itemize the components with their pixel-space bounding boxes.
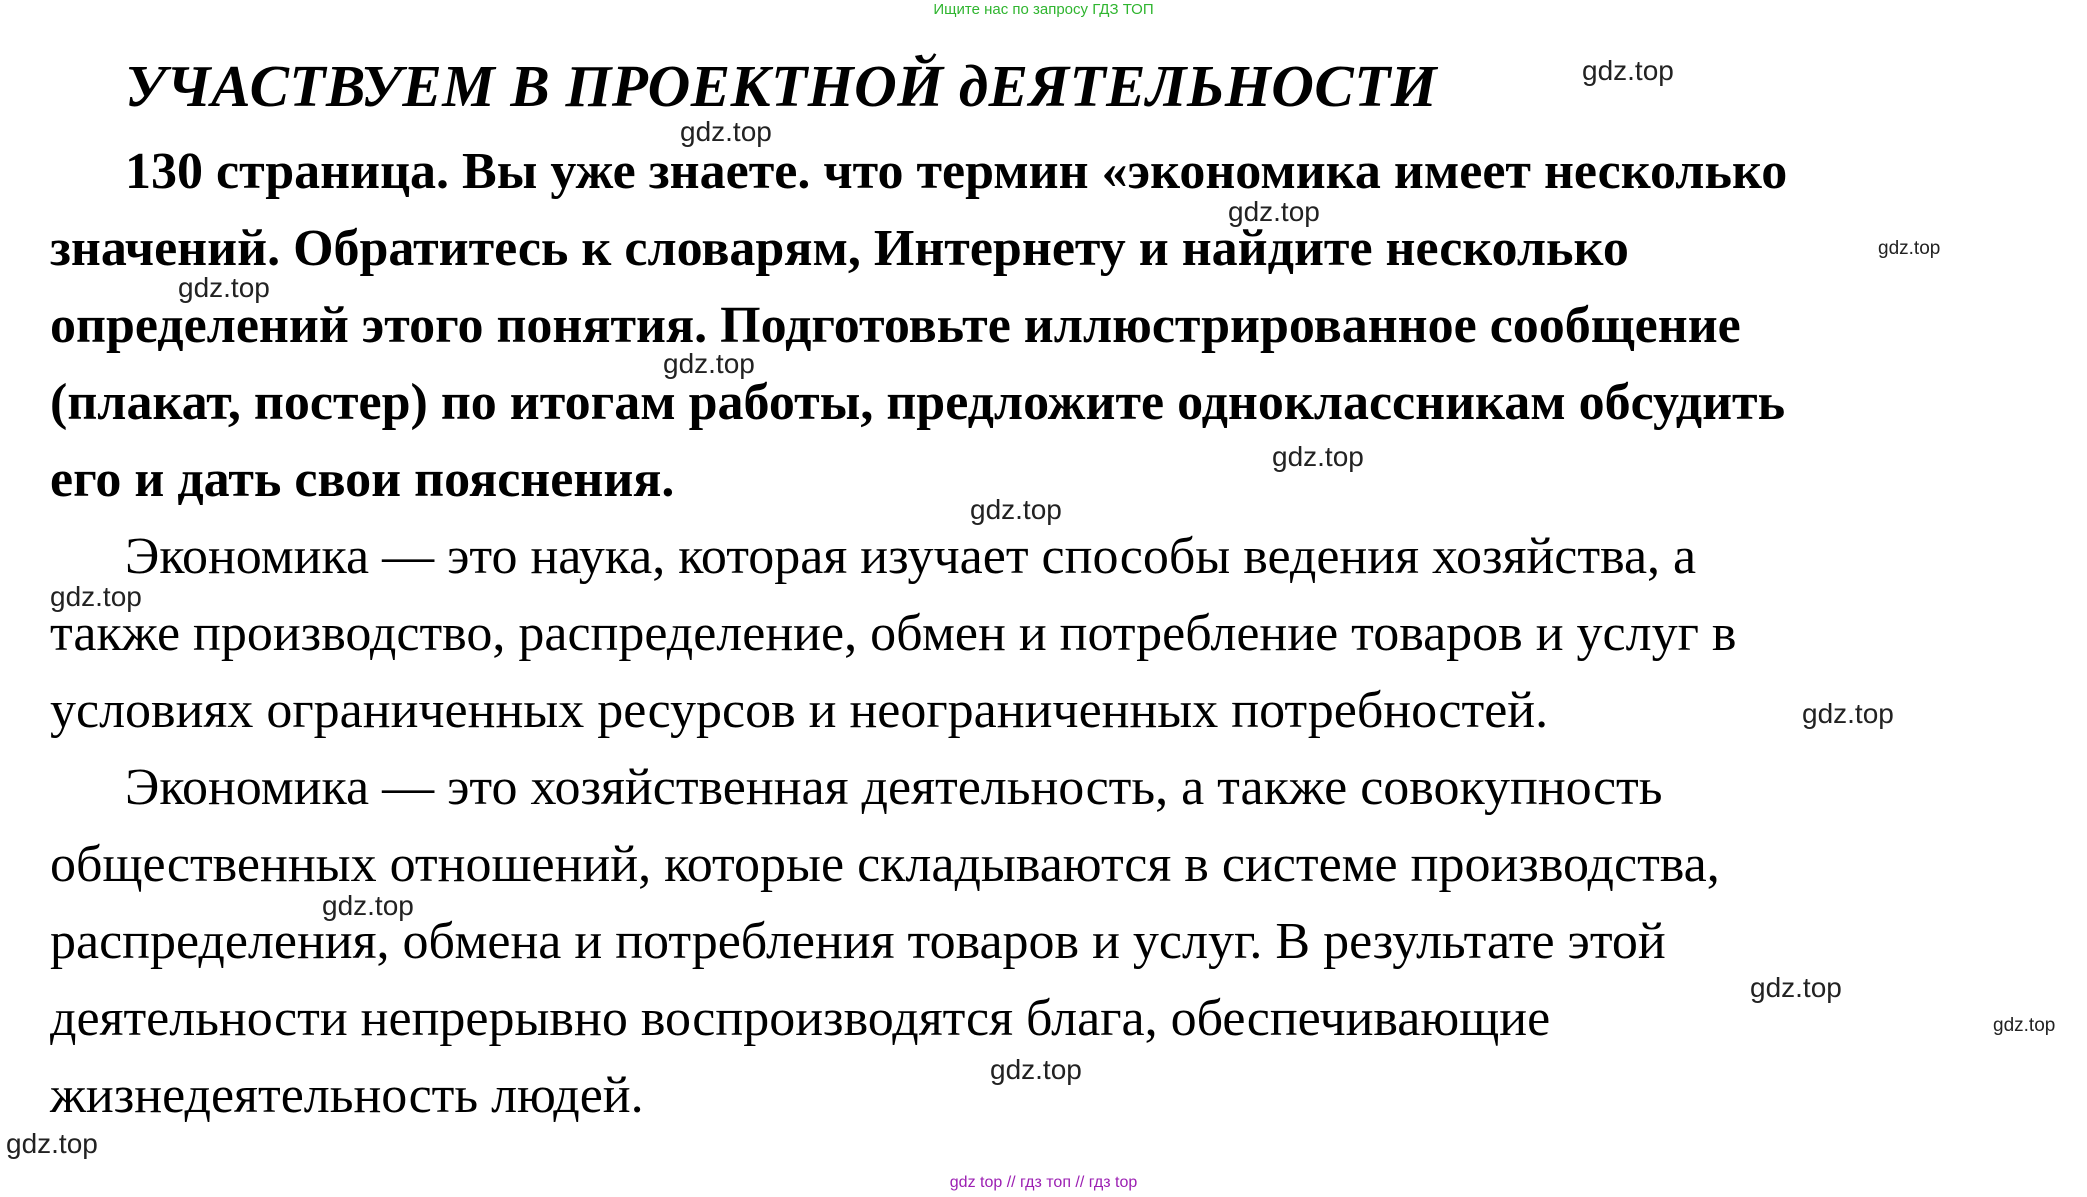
watermark: gdz.top xyxy=(1228,196,1320,227)
watermark: gdz.top xyxy=(6,1128,98,1159)
answer1-line-3: условиях ограниченных ресурсов и неограниченных потребностей. xyxy=(50,682,1549,739)
watermark: gdz.top xyxy=(1582,55,1674,86)
answer2-line-4: деятельности непрерывно воспроизводятся блага, обеспечивающие xyxy=(50,990,1551,1047)
watermark: gdz.top xyxy=(178,272,270,303)
task-line-5: его и дать свои пояснения. xyxy=(50,451,675,508)
watermark: gdz.top xyxy=(1993,1015,2056,1036)
answer2-line-2: общественных отношений, которые складываются в системе производства, xyxy=(50,836,1720,893)
page-title: УЧАСТВУЕМ В ПРОЕКТНОЙ дЕЯТЕЛЬНОСТИ xyxy=(125,53,1438,119)
answer2-line-3: распределения, обмена и потребления товаров и услуг. В результате этой xyxy=(50,913,1666,970)
watermark: gdz.top xyxy=(322,890,414,921)
watermark: gdz.top xyxy=(1272,441,1364,472)
watermark: gdz.top xyxy=(970,494,1062,525)
task-line-4: (плакат, постер) по итогам работы, предложите одноклассникам обсудить xyxy=(50,374,1786,431)
answer1-line-1: Экономика — это наука, которая изучает способы ведения хозяйства, а xyxy=(125,528,1697,585)
task-line-1: 130 страница. Вы уже знаете. что термин «экономика имеет несколько xyxy=(125,143,1788,200)
footer-links: gdz top // гдз топ // гдз top xyxy=(949,1174,1138,1191)
answer1-line-2: также производство, распределение, обмен и потребление товаров и услуг в xyxy=(50,605,1737,662)
task-line-2: значений. Обратитесь к словарям, Интернету и найдите несколько xyxy=(50,220,1629,277)
watermark: gdz.top xyxy=(680,116,772,147)
watermark: gdz.top xyxy=(990,1054,1082,1085)
answer2-line-5: жизнедеятельность людей. xyxy=(50,1067,644,1124)
watermark: gdz.top xyxy=(1750,972,1842,1003)
top-banner: Ищите нас по запросу ГДЗ ТОП xyxy=(933,1,1154,18)
watermark: gdz.top xyxy=(1878,238,1941,259)
watermark: gdz.top xyxy=(663,348,755,379)
answer2-line-1: Экономика — это хозяйственная деятельность, а также совокупность xyxy=(125,759,1663,816)
task-line-3: определений этого понятия. Подготовьте иллюстрированное сообщение xyxy=(50,297,1741,354)
watermark: gdz.top xyxy=(1802,698,1894,729)
watermark: gdz.top xyxy=(50,581,142,612)
